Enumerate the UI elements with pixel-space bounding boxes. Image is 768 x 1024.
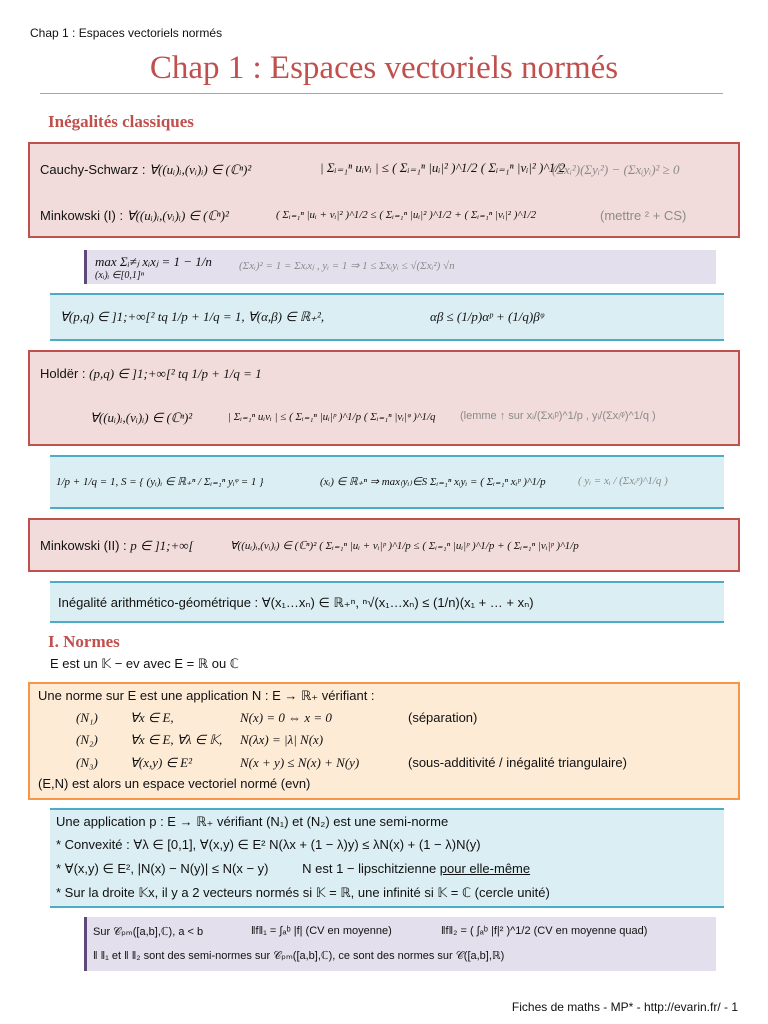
n3-note: (sous-additivité / inégalité triangulaire)	[408, 755, 627, 770]
mk2-label: Minkowski (II) :	[40, 538, 127, 553]
semi-l3a: * ∀(x,y) ∈ E², |N(x) − N(y)| ≤ N(x − y)	[56, 861, 269, 876]
mk2-condition: p ∈ ]1;+∞[	[130, 538, 194, 553]
mk1-note: (mettre ² + CS)	[600, 208, 687, 223]
max-formula: max Σᵢ≠ⱼ xᵢxⱼ = 1 − 1/n	[95, 254, 212, 269]
semi-l3c: pour elle-même	[439, 861, 531, 876]
box-holder	[28, 350, 740, 446]
young-formula: αβ ≤ (1/p)αᵖ + (1/q)βᵠ	[430, 309, 544, 324]
box-minkowski-2	[28, 518, 740, 572]
n2-id: (N₂)	[76, 732, 98, 747]
cs-label: Cauchy-Schwarz :	[40, 162, 146, 177]
def-outro: (E,N) est alors un espace vectoriel normé (evn)	[38, 776, 311, 791]
box-am-gm	[50, 581, 724, 623]
mk1-quantifier: ∀((uᵢ)ᵢ,(vᵢ)ᵢ) ∈ (ℂⁿ)²	[126, 208, 229, 223]
mk1-formula: ( Σᵢ₌₁ⁿ |uᵢ + vᵢ|² )^1/2 ≤ ( Σᵢ₌₁ⁿ |uᵢ|² )^1/2 + ( Σᵢ₌₁ⁿ |vᵢ|² )^1/2	[276, 209, 537, 221]
box-semi-norme	[50, 808, 724, 908]
section-normes: I. Normes	[48, 632, 120, 651]
n1-formula: N(x) = 0 ⇔ x = 0	[240, 710, 332, 725]
n1-quantifier: ∀x ∈ E,	[130, 710, 174, 725]
young-condition: ∀(p,q) ∈ ]1;+∞[² tq 1/p + 1/q = 1, ∀(α,β) ∈ ℝ₊²,	[60, 309, 325, 324]
section-inegalites: Inégalités classiques	[48, 112, 194, 131]
box-dual	[50, 455, 724, 509]
cpm-l1b: ‖f‖₁ = ∫ₐᵇ |f| (CV en moyenne)	[251, 925, 392, 937]
normes-intro: E est un 𝕂 − ev avec E = ℝ ou ℂ	[50, 656, 239, 671]
max-subscript: (xᵢ)ᵢ ∈[0,1]ⁿ	[95, 270, 144, 281]
dual-note: ( yᵢ = xᵢ / (Σxᵢᵖ)^1/q )	[578, 475, 668, 487]
holder-formula: | Σᵢ₌₁ⁿ uᵢvᵢ | ≤ ( Σᵢ₌₁ⁿ |uᵢ|ᵖ )^1/p ( Σᵢ₌₁ⁿ |vᵢ|ᵠ )^1/q	[228, 411, 436, 423]
am-gm-text: Inégalité arithmético-géométrique : ∀(x₁…xₙ) ∈ ℝ₊ⁿ, ⁿ√(x₁…xₙ) ≤ (1/n)(x₁ + … + xₙ)	[58, 595, 534, 610]
dual-formula: (xᵢ) ∈ ℝ₊ⁿ ⇒ max₍yᵢ₎∈S Σᵢ₌₁ⁿ xᵢyᵢ = ( Σᵢ₌₁ⁿ xᵢᵖ )^1/p	[320, 476, 546, 488]
semi-l3b: N est 1 − lipschitzienne	[302, 861, 437, 876]
holder-quantifier: ∀((uᵢ)ᵢ,(vᵢ)ᵢ) ∈ (ℂⁿ)²	[90, 410, 193, 425]
cs-formula: | Σᵢ₌₁ⁿ uᵢvᵢ | ≤ ( Σᵢ₌₁ⁿ |uᵢ|² )^1/2 ( Σᵢ₌₁ⁿ |vᵢ|² )^1/2	[320, 160, 566, 175]
cpm-l1a: Sur 𝒞ₚₘ([a,b],ℂ), a < b	[93, 926, 204, 938]
box-cpm	[84, 917, 716, 971]
mk1-label: Minkowski (I) :	[40, 208, 124, 223]
mk2-formula: ∀((uᵢ)ᵢ,(vᵢ)ᵢ) ∈ (ℂⁿ)² ( Σᵢ₌₁ⁿ |uᵢ + vᵢ|ᵖ )^1/p ≤ ( Σᵢ₌₁ⁿ |uᵢ|ᵖ )^1/p + ( Σᵢ₌₁ⁿ |vᵢ|ᵖ )^1/p	[230, 540, 579, 552]
holder-note: (lemme ↑ sur xᵢ/(Σxᵢᵖ)^1/p , yᵢ/(Σxᵢᵠ)^1/q )	[460, 410, 656, 422]
semi-l4: * Sur la droite 𝕂x, il y a 2 vecteurs normés si 𝕂 = ℝ, une infinité si 𝕂 = ℂ (cercle unité)	[56, 885, 550, 900]
page-title: Chap 1 : Espaces vectoriels normés	[149, 50, 619, 86]
n1-note: (séparation)	[408, 710, 478, 725]
box-cauchy-minkowski	[28, 142, 740, 238]
n1-id: (N₁)	[76, 710, 98, 725]
dual-left: 1/p + 1/q = 1, S = { (yᵢ)ᵢ ∈ ℝ₊ⁿ / Σᵢ₌₁ⁿ yᵢᵠ = 1 }	[56, 476, 264, 488]
cs-quantifier: ∀((uᵢ)ᵢ,(vᵢ)ᵢ) ∈ (ℂⁿ)²	[149, 162, 252, 177]
n3-quantifier: ∀(x,y) ∈ E²	[130, 755, 193, 770]
footer: Fiches de maths - MP* - http://evarin.fr/ - 1	[511, 1000, 738, 1014]
n3-formula: N(x + y) ≤ N(x) + N(y)	[240, 755, 360, 770]
semi-l2: * Convexité : ∀λ ∈ [0,1], ∀(x,y) ∈ E² N(λx + (1 − λ)y) ≤ λN(x) + (1 − λ)N(y)	[56, 837, 481, 852]
running-header: Chap 1 : Espaces vectoriels normés	[30, 26, 223, 40]
n2-formula: N(λx) = |λ| N(x)	[240, 732, 324, 747]
n3-id: (N₃)	[76, 755, 98, 770]
holder-label: Holdër :	[40, 366, 86, 381]
cpm-l1c: ‖f‖₂ = ( ∫ₐᵇ |f|² )^1/2 (CV en moyenne quad)	[441, 925, 648, 937]
cpm-l2: ‖ ‖₁ et ‖ ‖₂ sont des semi-normes sur 𝒞ₚₘ([a,b],ℂ), ce sont des normes sur 𝒞([a,b],ℝ)	[93, 950, 505, 962]
n2-quantifier: ∀x ∈ E, ∀λ ∈ 𝕂,	[130, 732, 223, 747]
title-rule	[40, 93, 723, 94]
holder-condition: (p,q) ∈ ]1;+∞[² tq 1/p + 1/q = 1	[89, 366, 262, 381]
max-note: (Σxᵢ)² = 1 = Σxᵢxⱼ , yᵢ = 1 ⇒ 1 ≤ Σxᵢyᵢ ≤ √(Σxᵢ²) √n	[239, 260, 455, 272]
cs-note: (Σxᵢ²)(Σyᵢ²) − (Σxᵢyᵢ)² ≥ 0	[552, 162, 680, 177]
box-max	[84, 250, 716, 284]
box-definition-norme	[28, 682, 740, 800]
box-young	[50, 293, 724, 341]
semi-l1: Une application p : E → ℝ₊ vérifiant (N₁) et (N₂) est une semi-norme	[56, 814, 449, 829]
def-intro: Une norme sur E est une application N : E → ℝ₊ vérifiant :	[38, 688, 375, 703]
